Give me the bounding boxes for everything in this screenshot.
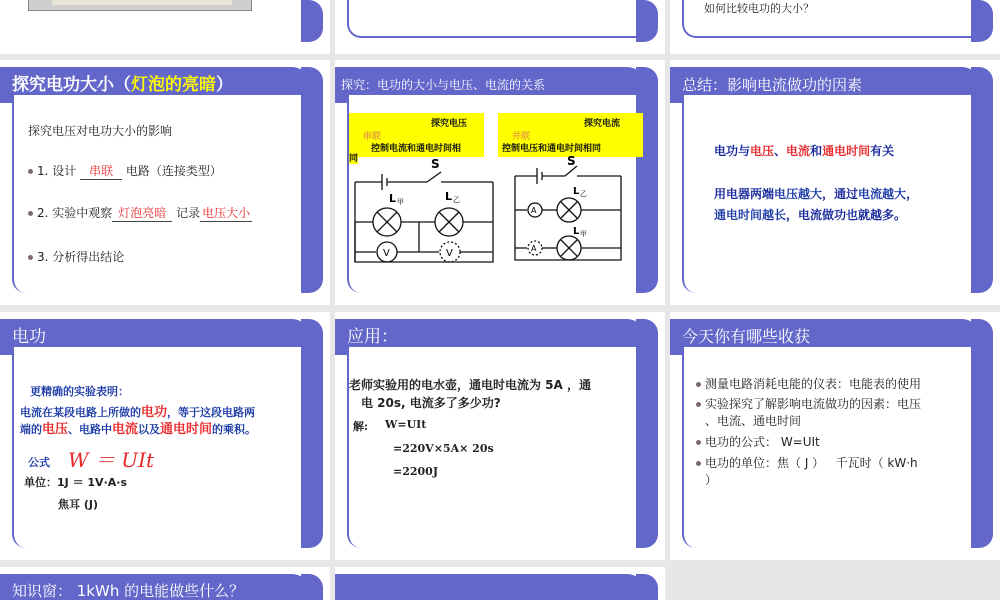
formula-label: 公式 [28,456,50,469]
formula: W ＝ UIt [68,448,155,472]
work-line-2: 端的电压、电路中电流以及通电时间的乘积。 [20,422,257,437]
step-3: 3. 分析得出结论 [28,248,124,265]
slide-brightness [0,60,330,305]
summary-line-3: 通电时间越长，电流做功也就越多。 [714,208,907,222]
slide-title: 探究：电功的大小与电压、电流的关系 [341,78,546,92]
unit-name: 焦耳 (J) [58,498,98,511]
bullet-icon [696,402,701,407]
slide-knowledge [0,567,330,600]
question-line-1: 老师实验用的电水壶，通电时电流为 5A ，通 [349,378,591,392]
slide-rail [636,67,658,293]
slide-bottom-middle [335,567,665,600]
slide-rail [301,0,323,42]
series-circuit-diagram [349,152,499,270]
solution-step-2: =220V×5A× 20s [393,442,494,455]
ammeter-label: A [531,244,537,253]
slide-panel-edge [347,0,636,38]
slide-rail [301,67,323,293]
slide-top-middle [335,0,665,54]
bullet-icon [696,382,701,387]
slide-title: 今天你有哪些收获 [682,327,811,346]
switch-label: S [431,157,440,171]
switch-label: S [567,154,576,168]
slide-rail [301,319,323,548]
slide-panel [12,347,301,548]
title-bar [335,574,645,600]
voltmeter-label: V [446,248,453,259]
slide-gains [670,312,1000,560]
answer-blank: 电压大小 [202,206,251,220]
solution-step-1: W=UIt [385,418,427,431]
question-line-2: 电 20s, 电流多了多少功? [361,396,501,410]
lamp-label: L [573,226,580,237]
gain-item-3: 电功的公式： W=UIt [696,433,820,450]
bullet-icon [28,211,33,216]
subtitle: 探究电压对电功大小的影响 [28,124,173,138]
slide-summary [670,60,1000,305]
voltmeter-label: V [383,248,390,259]
slide-rail [636,0,658,42]
lamp-label: L [389,192,397,205]
slide-work [0,312,330,560]
note-series: 串联 探究电压 控制电流和通电时间相 同 [349,113,484,157]
gain-item-4: 电功的单位：焦（ J ） 千瓦时（ kW·h [696,454,918,471]
lamp-label: L [445,190,453,203]
answer-blank: 灯泡亮暗 [112,204,172,222]
slide-title: 探究电功大小（灯泡的亮暗） [12,75,233,95]
step-1: 1. 设计 串联 电路（连接类型） [28,162,222,180]
bullet-icon [696,440,701,445]
answer-blank: 串联 [80,162,122,180]
gain-item-1: 测量电路消耗电能的仪表：电能表的使用 [696,375,921,392]
gain-item-2-cont: 、电流、通电时间 [705,414,802,428]
lamp-label: L [573,186,580,197]
lamp-sub: 甲 [580,230,587,238]
bullet-icon [28,255,33,260]
ammeter-label: A [531,206,537,215]
slide-top-left [0,0,330,54]
slide-rail [971,67,993,293]
question-text: 如何比较电功的大小？ [704,2,814,15]
slide-apply [335,312,665,560]
slide-title: 总结：影响电流做功的因素 [682,76,863,94]
lamp-sub: 甲 [397,198,404,206]
solution-step-3: =2200J [393,465,439,478]
bullet-icon [696,461,701,466]
summary-line-1: 电功与电压、电流和通电时间有关 [714,144,895,158]
slide-rail [971,0,993,42]
slide-title: 电功 [12,327,46,347]
gain-item-4-cont: ） [705,473,718,487]
step-2: 2. 实验中观察 灯泡亮暗 记录 电压大小 [28,204,252,222]
lamp-sub: 乙 [580,190,587,198]
slide-title: 知识窗： 1kWh 的电能做些什么？ [12,582,245,600]
slide-rail [636,319,658,548]
slide-title: 应用： [347,327,398,347]
work-line-1: 电流在某段电路上所做的电功，等于这段电路两 [20,405,256,420]
lamp-sub: 乙 [453,196,460,204]
slide-circuits [335,60,665,305]
parallel-circuit-diagram [507,152,637,270]
unit-line: 单位：1J ＝ 1V·A·s [24,476,127,489]
summary-line-2: 用电器两端电压越大，通过电流越大， [714,187,919,201]
photo-fragment-inner [52,0,232,5]
solution-label: 解: [353,420,369,433]
slide-rail [971,319,993,548]
gain-item-2: 实验探究了解影响电流做功的因素：电压 [696,395,921,412]
bullet-icon [28,169,33,174]
slide-top-right [670,0,1000,54]
note-parallel: 并联 探究电流 控制电压和通电时间相同 [498,113,643,157]
work-heading: 更精确的实验表明： [30,385,129,398]
